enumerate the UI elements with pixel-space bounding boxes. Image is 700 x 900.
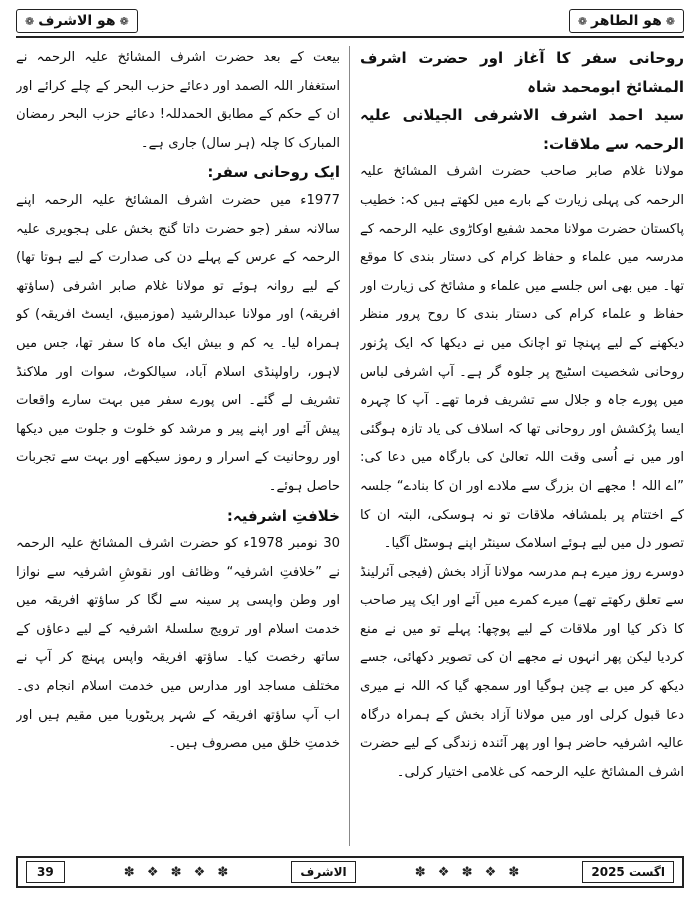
right-column bbox=[360, 44, 684, 848]
section-heading: ایک روحانی سفر: bbox=[207, 163, 340, 182]
footer-ornament: ✽ ❖ ✽ ❖ ✽ bbox=[123, 864, 233, 880]
page-footer bbox=[16, 856, 684, 888]
paragraph: بیعت کے بعد حضرت اشرف المشائخ علیہ الرحمہ نے استغفار اللہ الصمد اور دعائے حزب البحر کے چلے کرائے اور ان کے حکم کے مطابق الحمدللہ! دعائے حزب البحر رمضان المبارک کا چلہ (ہر سال) جاری ہے۔ bbox=[16, 50, 340, 151]
paragraph: 1977ء میں حضرت اشرف المشائخ علیہ الرحمہ اپنے سالانہ سفر (جو حضرت داتا گنج بخش علی ہجویری علیہ الرحمہ کے عرس کے پہلے دن کی صدارت کے لیے ہوتا تھا) کے لیے روانہ ہوئے تو مولانا غلام صابر اشرفی (ساؤتھ افریقہ) اور مولانا عبدالرشید (موزمبیق، ایسٹ افریقہ) کو ہمراہ لیا۔ یہ کم و بیش ایک ماہ کا سفر تھا، جس میں لاہور، راولپنڈی اسلام آباد، سیالکوٹ، سوات اور ملاکنڈ تشریف لے گئے۔ اس پورے سفر میں بہت سارے واقعات پیش آئے اور اپنے پیر و مرشد کو خلوت و جلوت میں دیکھا اور روحانیت کے اسرار و رموز سیکھے اور بہت سے تجربات حاصل ہوئے۔ bbox=[16, 192, 340, 494]
ornament-icon: ❁ bbox=[665, 14, 675, 28]
ornament-icon: ❁ bbox=[119, 14, 129, 28]
header-left-title bbox=[16, 9, 138, 33]
issue-label: اگست 2025 bbox=[582, 861, 674, 883]
section-heading: سید احمد اشرف الاشرفی الجیلانی علیہ الرحمہ سے ملاقات: bbox=[360, 106, 684, 153]
section-heading: خلافتِ اشرفیہ: bbox=[226, 506, 340, 525]
paragraph: 30 نومبر 1978ء کو حضرت اشرف المشائخ علیہ الرحمہ نے ”خلافتِ اشرفیہ“ وظائف اور نقوشِ اشرفیہ سے نوازا اور وطن واپسی پر سینہ سے لگا کر ساؤتھ افریقہ میں خدمت اسلام اور ترویج سلسلۂ اشرفیہ کے لیے دعاؤں کے ساتھ رخصت کیا۔ ساؤتھ افریقہ واپس پہنچ کر آپ نے مختلف مساجد اور مدارس میں خدمت اسلام انجام دی۔ اب آپ ساؤتھ افریقہ کے شہر پریٹوریا میں مقیم ہیں اور خدمتِ خلق میں مصروف ہیں۔ bbox=[16, 536, 340, 752]
paragraph: دوسرے روز میرے ہم مدرسہ مولانا آزاد بخش (فیجی آئرلینڈ سے تعلق رکھتے تھے) میرے کمرے میں آئے اور ایک پیر صاحب کا ذکر کیا اور ملاقات کے لیے پوچھا: پہلے تو میں نے منع کردیا لیکن پھر انہوں نے مجھے ان کی تصویر دکھائی، جسے دیکھ کر میں بے چین ہوگیا اور سمجھ گیا کہ اللہ نے میری دعا قبول کرلی اور میں مولانا آزاد بخش کے ہمراہ درگاہ عالیہ اشرفیہ حاضر ہوا اور پھر آئندہ زندگی کے لیے حضرت اشرف المشائخ علیہ الرحمہ کی غلامی اختیار کرلی۔ bbox=[360, 564, 684, 780]
header-left-title-text: هو الاشرف bbox=[38, 13, 116, 29]
page-header bbox=[16, 8, 684, 34]
header-right-title bbox=[569, 9, 684, 33]
header-right-title-text: هو الطاهر bbox=[591, 13, 662, 29]
page-number: 39 bbox=[26, 861, 65, 883]
header-divider bbox=[16, 36, 684, 38]
paragraph: مولانا غلام صابر صاحب حضرت اشرف المشائخ علیہ الرحمہ کی پہلی زیارت کے بارے میں لکھتے ہیں کہ: خطیب پاکستان حضرت مولانا محمد شفیع اوکاڑوی علیہ الرحمہ کے مدرسہ میں علماء و حفاظ کرام کی دستار بندی کا موقع تھا۔ میں بھی اس جلسے میں علماء و مشائخ کی زیارت اور حفاظ و علماء کرام کی دستار بندی کا روح پرور منظر دیکھنے کے لیے پہنچا تو اچانک میں نے دیکھا کہ ایک پرُنور روحانی شخصیت اسٹیج پر جلوہ گر ہے۔ آپ اشرفی لباس میں پورے جاہ و جلال سے تشریف فرما تھے۔ آپ کا چہرہ ایسا پرُکشش اور روحانی تھا کہ اسلاف کی یاد تازہ ہوگئی اور میں نے اُسی وقت اللہ تعالیٰ کی بارگاہ میں دعا کی: ”اے اللہ ! مجھے ان بزرگ سے ملادے اور ان کا بنادے“ جلسہ کے اختتام پر بلمشافہ ملاقات تو نہ ہوسکی، البتہ ان کا تصور دل میں لیے ہوئے اسلامک سینٹر اپنے ہوسٹل آگیا۔ bbox=[360, 164, 684, 552]
ornament-icon: ❁ bbox=[25, 14, 35, 28]
article-body bbox=[16, 44, 684, 848]
magazine-name: الاشرف bbox=[291, 861, 355, 883]
footer-ornament: ✽ ❖ ✽ ❖ ✽ bbox=[414, 864, 524, 880]
left-column bbox=[16, 44, 340, 848]
section-heading: روحانی سفر کا آغاز اور حضرت اشرف المشائخ ابومحمد شاہ bbox=[360, 49, 684, 96]
ornament-icon: ❁ bbox=[577, 14, 588, 28]
